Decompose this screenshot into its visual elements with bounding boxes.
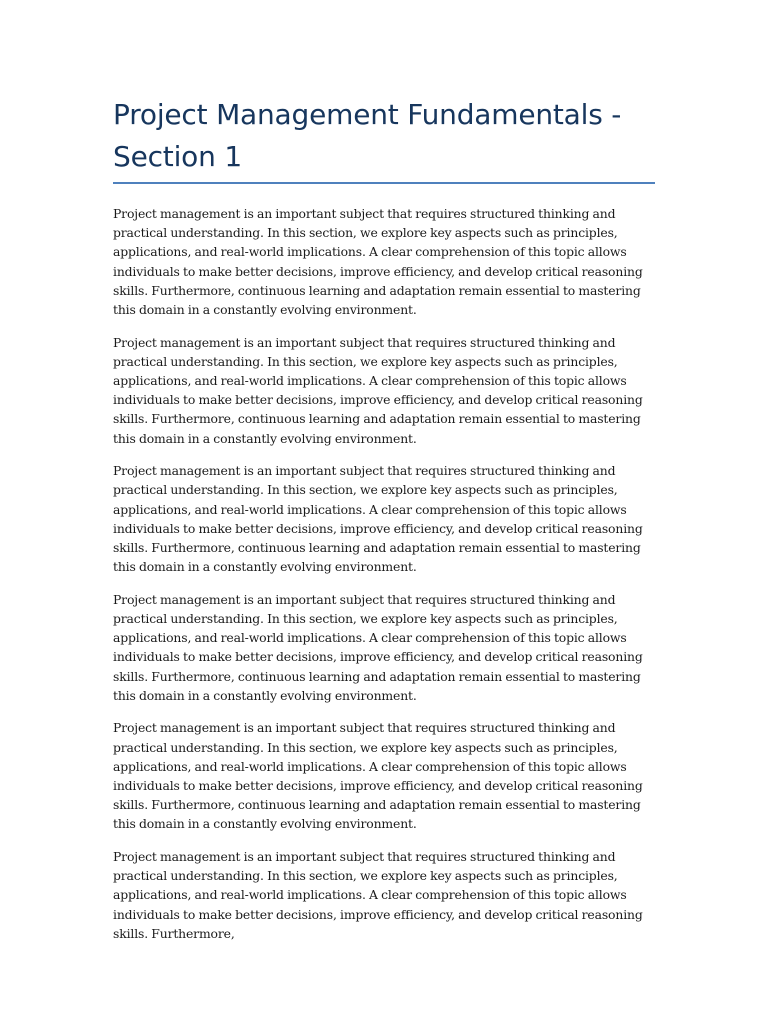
body-paragraph: Project management is an important subject that requires structured thinking and practical understanding. In this section, we explore key aspects such as principles, applications, and real-world implications. A clear comprehension of this topic allows individuals to make better decisions, improve efficiency, and develop critical reasoning skills. Furthermore, continuous learning and adaptation remain essential to mastering this domain in a constantly evolving environment.: [113, 591, 643, 703]
title-divider: [113, 182, 655, 184]
document-page: [113, 94, 655, 956]
body-paragraph: Project management is an important subject that requires structured thinking and practical understanding. In this section, we explore key aspects such as principles, applications, and real-world implications. A clear comprehension of this topic allows individuals to make better decisions, improve efficiency, and develop critical reasoning skills. Furthermore, continuous learning and adaptation remain essential to mastering this domain in a constantly evolving environment.: [113, 206, 643, 318]
body-paragraph: Project management is an important subject that requires structured thinking and practical understanding. In this section, we explore key aspects such as principles, applications, and real-world implications. A clear comprehension of this topic allows individuals to make better decisions, improve efficiency, and develop critical reasoning skills. Furthermore, continuous learning and adaptation remain essential to mastering this domain in a constantly evolving environment.: [113, 720, 643, 832]
body-paragraph: Project management is an important subject that requires structured thinking and practical understanding. In this section, we explore key aspects such as principles, applications, and real-world implications. A clear comprehension of this topic allows individuals to make better decisions, improve efficiency, and develop critical reasoning skills. Furthermore,: [113, 849, 643, 941]
body-paragraph: Project management is an important subject that requires structured thinking and practical understanding. In this section, we explore key aspects such as principles, applications, and real-world implications. A clear comprehension of this topic allows individuals to make better decisions, improve efficiency, and develop critical reasoning skills. Furthermore, continuous learning and adaptation remain essential to mastering this domain in a constantly evolving environment.: [113, 334, 643, 446]
body-paragraph: Project management is an important subject that requires structured thinking and practical understanding. In this section, we explore key aspects such as principles, applications, and real-world implications. A clear comprehension of this topic allows individuals to make better decisions, improve efficiency, and develop critical reasoning skills. Furthermore, continuous learning and adaptation remain essential to mastering this domain in a constantly evolving environment.: [113, 463, 643, 575]
document-title: Project Management Fundamentals - Section 1: [113, 98, 622, 173]
